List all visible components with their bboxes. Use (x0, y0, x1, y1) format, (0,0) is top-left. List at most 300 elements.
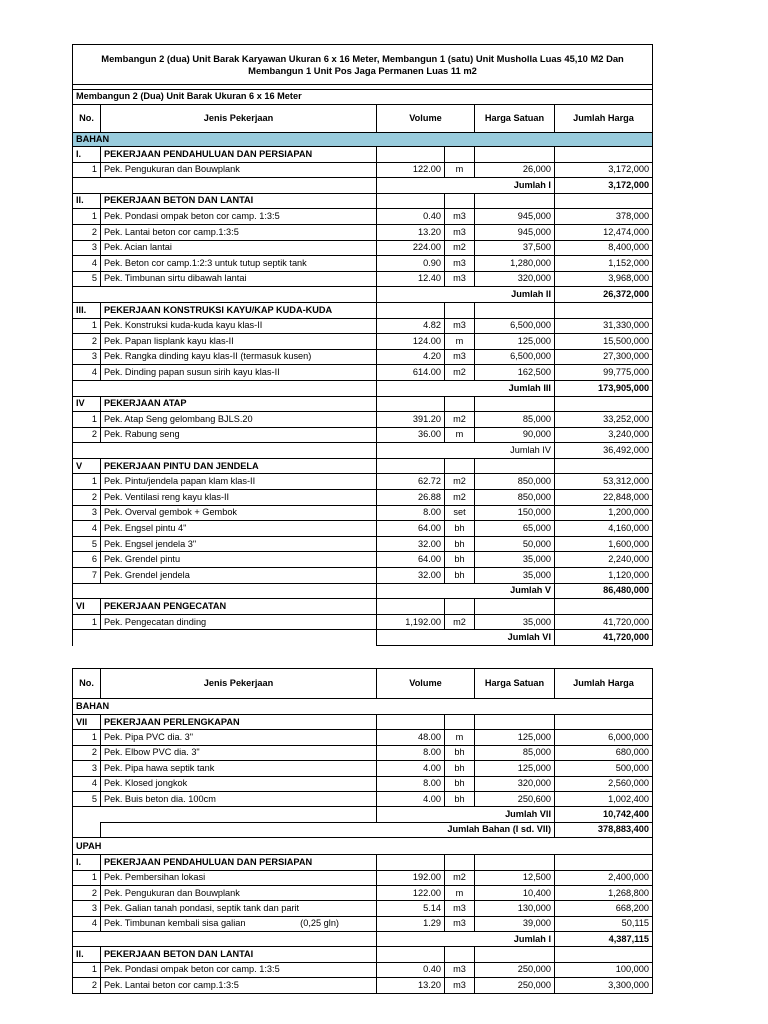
item-number: 1 (73, 209, 101, 225)
item-unit: m (445, 885, 475, 900)
item-unit-price: 850,000 (475, 474, 555, 490)
item-number: 5 (73, 536, 101, 552)
item-name-text: Pek. Pengecatan dinding (104, 616, 207, 627)
item-name-text: Pek. Grendel jendela (104, 569, 190, 580)
item-unit: bh (445, 761, 475, 776)
empty-cell (377, 193, 445, 209)
table-header (73, 105, 653, 133)
empty-cell (445, 302, 475, 318)
header-no: No. (73, 669, 101, 699)
item-volume: 124.00 (377, 334, 445, 350)
subtotal-label: Jumlah VI (377, 630, 555, 646)
item-unit: m3 (445, 978, 475, 993)
section-title: PEKERJAAN ATAP (101, 396, 377, 412)
subtotal-label: Jumlah VII (377, 807, 555, 822)
item-number: 1 (73, 474, 101, 490)
table-row (73, 365, 653, 381)
section-title: PEKERJAAN BETON DAN LANTAI (101, 947, 377, 962)
item-total: 99,775,000 (555, 365, 653, 381)
item-name-text: Pek. Klosed jongkok (104, 778, 188, 789)
item-unit-price: 125,000 (475, 761, 555, 776)
section-number: I. (73, 855, 101, 870)
item-volume: 62.72 (377, 474, 445, 490)
section-number: I. (73, 147, 101, 163)
item-name (101, 521, 377, 537)
item-name-text: Pek. Timbunan kembali sisa galian (104, 918, 246, 929)
cost-table-1 (72, 44, 653, 646)
item-unit-price: 26,000 (475, 162, 555, 178)
item-volume: 0.90 (377, 256, 445, 272)
item-volume: 122.00 (377, 885, 445, 900)
item-name-text: Pek. Pembersihan lokasi (104, 872, 206, 883)
header-no: No. (73, 105, 101, 133)
table-row (73, 256, 653, 272)
item-name-text: Pek. Engsel pintu 4" (104, 522, 187, 533)
item-number: 1 (73, 870, 101, 885)
item-name-text: Pek. Pintu/jendela papan klam klas-II (104, 476, 256, 487)
empty-cell (555, 302, 653, 318)
item-unit: set (445, 505, 475, 521)
table-row (73, 552, 653, 568)
section-row (73, 855, 653, 870)
item-name (101, 209, 377, 225)
empty-cell (73, 822, 101, 837)
item-unit-price: 35,000 (475, 568, 555, 584)
item-unit-price: 250,600 (475, 791, 555, 806)
subtotal-label: Jumlah V (377, 583, 555, 599)
item-unit-price: 6,500,000 (475, 318, 555, 334)
item-unit: m3 (445, 256, 475, 272)
table-row (73, 870, 653, 885)
item-number: 7 (73, 568, 101, 584)
item-unit: m2 (445, 474, 475, 490)
section-row (73, 458, 653, 474)
empty-cell (475, 715, 555, 730)
table-row (73, 962, 653, 977)
section-number: II. (73, 947, 101, 962)
item-unit-price: 150,000 (475, 505, 555, 521)
section-number: VI (73, 599, 101, 615)
item-unit-price: 250,000 (475, 978, 555, 993)
item-name-text: Pek. Atap Seng gelombang BJLS.20 (104, 413, 253, 424)
empty-cell (555, 396, 653, 412)
section-number: II. (73, 193, 101, 209)
item-unit: m2 (445, 365, 475, 381)
item-total: 53,312,000 (555, 474, 653, 490)
item-total: 2,240,000 (555, 552, 653, 568)
item-name (101, 568, 377, 584)
item-name (101, 271, 377, 287)
item-total: 3,240,000 (555, 427, 653, 443)
item-total: 1,200,000 (555, 505, 653, 521)
item-total: 4,160,000 (555, 521, 653, 537)
empty-cell (555, 193, 653, 209)
item-unit: m3 (445, 318, 475, 334)
header-jumlah: Jumlah Harga (555, 669, 653, 699)
item-unit-price: 85,000 (475, 745, 555, 760)
item-total: 500,000 (555, 761, 653, 776)
header-harga: Harga Satuan (475, 669, 555, 699)
item-unit: bh (445, 521, 475, 537)
item-number: 1 (73, 962, 101, 977)
table-row (73, 505, 653, 521)
empty-cell (555, 947, 653, 962)
subtotal-row (73, 178, 653, 194)
item-total: 22,848,000 (555, 490, 653, 506)
item-number: 6 (73, 552, 101, 568)
item-name-text: Pek. Grendel pintu (104, 554, 181, 565)
table-row (73, 776, 653, 791)
item-unit-price: 850,000 (475, 490, 555, 506)
item-total: 50,115 (555, 916, 653, 931)
subtotal-value: 41,720,000 (555, 630, 653, 646)
table-row (73, 318, 653, 334)
item-name-text: Pek. Beton cor camp.1:2:3 untuk tutup septik tank (104, 257, 307, 268)
subtotal-value: 173,905,000 (555, 380, 653, 396)
empty-cell (475, 599, 555, 615)
subtotal-row (73, 287, 653, 303)
empty-cell (101, 380, 377, 396)
item-name-text: Pek. Acian lantai (104, 242, 172, 253)
item-number: 3 (73, 349, 101, 365)
item-name (101, 427, 377, 443)
item-unit: m (445, 162, 475, 178)
item-number: 1 (73, 318, 101, 334)
item-name-text: Pek. Konstruksi kuda-kuda kayu klas-II (104, 320, 263, 331)
item-volume: 13.20 (377, 978, 445, 993)
item-name (101, 474, 377, 490)
item-total: 680,000 (555, 745, 653, 760)
item-unit-price: 320,000 (475, 271, 555, 287)
empty-cell (101, 807, 377, 822)
item-volume: 4.82 (377, 318, 445, 334)
item-unit: bh (445, 791, 475, 806)
item-total: 1,002,400 (555, 791, 653, 806)
empty-cell (445, 715, 475, 730)
empty-cell (555, 147, 653, 163)
table-row (73, 521, 653, 537)
item-volume: 0.40 (377, 962, 445, 977)
document-title: Membangun 2 (dua) Unit Barak Karyawan Ukuran 6 x 16 Meter, Membangun 1 (satu) Unit Musholla Luas 45,10 M2 Dan Membangun 1 Unit Pos Jaga Permanen Luas 11 m2 (73, 45, 653, 85)
subtotal-row (73, 380, 653, 396)
item-total: 31,330,000 (555, 318, 653, 334)
item-unit-price: 65,000 (475, 521, 555, 537)
item-volume: 32.00 (377, 536, 445, 552)
empty-cell (445, 947, 475, 962)
section-row (73, 396, 653, 412)
item-total: 2,400,000 (555, 870, 653, 885)
item-unit-price: 12,500 (475, 870, 555, 885)
section-row (73, 715, 653, 730)
empty-cell (377, 458, 445, 474)
item-unit: m (445, 334, 475, 350)
item-number: 2 (73, 978, 101, 993)
item-number: 1 (73, 412, 101, 428)
item-number: 3 (73, 901, 101, 916)
item-unit-price: 130,000 (475, 901, 555, 916)
item-volume: 8.00 (377, 505, 445, 521)
item-name (101, 901, 377, 916)
item-unit: bh (445, 568, 475, 584)
item-unit: m3 (445, 962, 475, 977)
item-name (101, 761, 377, 776)
item-total: 1,152,000 (555, 256, 653, 272)
item-unit: m2 (445, 870, 475, 885)
item-name (101, 536, 377, 552)
item-unit-price: 85,000 (475, 412, 555, 428)
subtotal-label: Jumlah I (377, 178, 555, 194)
item-number: 1 (73, 614, 101, 630)
item-total: 27,300,000 (555, 349, 653, 365)
item-name-text: Pek. Rangka dinding kayu klas-II (termasuk kusen) (104, 351, 312, 362)
empty-cell (73, 630, 101, 646)
subtotal-label: Jumlah Bahan (I sd. VII) (101, 822, 555, 837)
table-row (73, 901, 653, 916)
item-name-text: Pek. Galian tanah pondasi, septik tank dan parit (104, 902, 300, 913)
item-name (101, 916, 377, 931)
table-row (73, 224, 653, 240)
item-total: 6,000,000 (555, 730, 653, 745)
upah-label: UPAH (73, 838, 653, 855)
item-name-text: Pek. Rabung seng (104, 429, 180, 440)
item-volume: 4.00 (377, 761, 445, 776)
item-volume: 1,192.00 (377, 614, 445, 630)
item-unit-price: 125,000 (475, 730, 555, 745)
item-total: 100,000 (555, 962, 653, 977)
item-number: 4 (73, 256, 101, 272)
subtotal-label: Jumlah I (377, 932, 555, 947)
subtotal-row (73, 583, 653, 599)
table-row (73, 334, 653, 350)
item-unit: m3 (445, 209, 475, 225)
item-name (101, 490, 377, 506)
item-volume: 8.00 (377, 776, 445, 791)
table-row (73, 761, 653, 776)
table-row (73, 614, 653, 630)
empty-cell (73, 443, 101, 459)
item-name (101, 334, 377, 350)
header-volume: Volume (377, 105, 475, 133)
section-title: PEKERJAAN PENDAHULUAN DAN PERSIAPAN (101, 147, 377, 163)
item-unit-price: 50,000 (475, 536, 555, 552)
empty-cell (377, 396, 445, 412)
item-volume: 12.40 (377, 271, 445, 287)
item-total: 33,252,000 (555, 412, 653, 428)
empty-cell (445, 855, 475, 870)
item-number: 5 (73, 791, 101, 806)
empty-cell (445, 147, 475, 163)
empty-cell (377, 147, 445, 163)
item-unit-price: 37,500 (475, 240, 555, 256)
table-row (73, 474, 653, 490)
item-number: 3 (73, 761, 101, 776)
item-number: 2 (73, 224, 101, 240)
item-name (101, 614, 377, 630)
subtotal-row (73, 630, 653, 646)
item-unit-price: 35,000 (475, 614, 555, 630)
table-row (73, 568, 653, 584)
item-total: 1,600,000 (555, 536, 653, 552)
item-name (101, 240, 377, 256)
item-name-text: Pek. Pengukuran dan Bouwplank (104, 887, 240, 898)
empty-cell (377, 855, 445, 870)
item-number: 4 (73, 916, 101, 931)
bahan-label: BAHAN (73, 699, 653, 715)
item-name (101, 870, 377, 885)
item-volume: 64.00 (377, 552, 445, 568)
table-row (73, 349, 653, 365)
empty-cell (101, 178, 377, 194)
item-volume: 5.14 (377, 901, 445, 916)
item-number: 4 (73, 365, 101, 381)
table-row (73, 745, 653, 760)
item-unit: m3 (445, 916, 475, 931)
section-title: PEKERJAAN KONSTRUKSI KAYU/KAP KUDA-KUDA (101, 302, 377, 318)
empty-cell (555, 715, 653, 730)
empty-cell (73, 380, 101, 396)
section-title: PEKERJAAN PERLENGKAPAN (101, 715, 377, 730)
section-row (73, 599, 653, 615)
item-volume: 614.00 (377, 365, 445, 381)
empty-cell (73, 932, 101, 947)
empty-cell (555, 855, 653, 870)
item-volume: 224.00 (377, 240, 445, 256)
item-total: 3,968,000 (555, 271, 653, 287)
item-unit-price: 35,000 (475, 552, 555, 568)
item-name (101, 318, 377, 334)
empty-cell (101, 932, 377, 947)
table-row (73, 490, 653, 506)
item-total: 668,200 (555, 901, 653, 916)
item-name (101, 256, 377, 272)
item-name-text: Pek. Overval gembok + Gembok (104, 507, 238, 518)
section-title: PEKERJAAN BETON DAN LANTAI (101, 193, 377, 209)
item-name-text: Pek. Lantai beton cor camp.1:3:5 (104, 226, 239, 237)
item-name (101, 162, 377, 178)
item-number: 3 (73, 240, 101, 256)
table-row (73, 978, 653, 993)
section-title: PEKERJAAN PENGECATAN (101, 599, 377, 615)
empty-cell (475, 947, 555, 962)
empty-cell (377, 715, 445, 730)
empty-cell (445, 193, 475, 209)
item-unit: bh (445, 536, 475, 552)
item-total: 8,400,000 (555, 240, 653, 256)
item-volume: 8.00 (377, 745, 445, 760)
item-volume: 4.20 (377, 349, 445, 365)
item-unit: m2 (445, 412, 475, 428)
item-volume: 13.20 (377, 224, 445, 240)
item-unit-price: 39,000 (475, 916, 555, 931)
item-unit-price: 945,000 (475, 209, 555, 225)
empty-cell (377, 302, 445, 318)
subtotal-value: 4,387,115 (555, 932, 653, 947)
item-unit: m3 (445, 901, 475, 916)
item-total: 3,300,000 (555, 978, 653, 993)
empty-cell (73, 583, 101, 599)
item-name-text: Pek. Ventilasi reng kayu klas-II (104, 491, 230, 502)
item-total: 2,560,000 (555, 776, 653, 791)
subtotal-row (73, 443, 653, 459)
table-row (73, 271, 653, 287)
empty-cell (445, 396, 475, 412)
item-name (101, 365, 377, 381)
section-row (73, 947, 653, 962)
item-volume: 391.20 (377, 412, 445, 428)
empty-cell (555, 599, 653, 615)
item-name (101, 412, 377, 428)
subtotal-value: 26,372,000 (555, 287, 653, 303)
item-number: 1 (73, 162, 101, 178)
item-name-text: Pek. Pondasi ompak beton cor camp. 1:3:5 (104, 964, 280, 975)
table-row (73, 885, 653, 900)
item-volume: 1.29 (377, 916, 445, 931)
item-name (101, 962, 377, 977)
empty-cell (73, 807, 101, 822)
item-name-text: Pek. Engsel jendela 3" (104, 538, 197, 549)
item-number: 2 (73, 490, 101, 506)
item-name-text: Pek. Dinding papan susun sirih kayu klas-II (104, 367, 280, 377)
table-row (73, 536, 653, 552)
table-row (73, 240, 653, 256)
item-unit-price: 125,000 (475, 334, 555, 350)
empty-cell (377, 947, 445, 962)
empty-cell (101, 583, 377, 599)
section-title: PEKERJAAN PENDAHULUAN DAN PERSIAPAN (101, 855, 377, 870)
item-number: 1 (73, 730, 101, 745)
empty-cell (555, 458, 653, 474)
item-name (101, 776, 377, 791)
item-name-text: Pek. Timbunan sirtu dibawah lantai (104, 273, 247, 284)
item-unit-price: 1,280,000 (475, 256, 555, 272)
header-volume: Volume (377, 669, 475, 699)
item-volume: 192.00 (377, 870, 445, 885)
item-unit-price: 250,000 (475, 962, 555, 977)
subtotal-row (73, 932, 653, 947)
item-name-text: Pek. Pengukuran dan Bouwplank (104, 164, 240, 175)
item-name (101, 552, 377, 568)
item-name (101, 730, 377, 745)
item-total: 1,120,000 (555, 568, 653, 584)
item-unit: m2 (445, 490, 475, 506)
item-unit: m (445, 730, 475, 745)
bahan-label: BAHAN (73, 133, 653, 147)
item-name-text: Pek. Pipa PVC dia. 3" (104, 731, 194, 742)
item-volume: 122.00 (377, 162, 445, 178)
table-row (73, 427, 653, 443)
table-row (73, 791, 653, 806)
item-note: (0,25 gln) (300, 918, 339, 929)
item-name (101, 885, 377, 900)
item-unit-price: 90,000 (475, 427, 555, 443)
empty-cell (475, 855, 555, 870)
header-jenis: Jenis Pekerjaan (101, 105, 377, 133)
item-volume: 0.40 (377, 209, 445, 225)
item-name-text: Pek. Buis beton dia. 100cm (104, 793, 216, 804)
empty-cell (73, 178, 101, 194)
header-jenis: Jenis Pekerjaan (101, 669, 377, 699)
item-unit: bh (445, 552, 475, 568)
item-volume: 32.00 (377, 568, 445, 584)
subtotal-label: Jumlah II (377, 287, 555, 303)
item-number: 4 (73, 521, 101, 537)
item-unit-price: 320,000 (475, 776, 555, 791)
item-unit: m (445, 427, 475, 443)
document-subtitle: Membangun 2 (Dua) Unit Barak Ukuran 6 x 16 Meter (73, 90, 653, 105)
table-row (73, 412, 653, 428)
table-row (73, 916, 653, 931)
item-unit: m3 (445, 224, 475, 240)
